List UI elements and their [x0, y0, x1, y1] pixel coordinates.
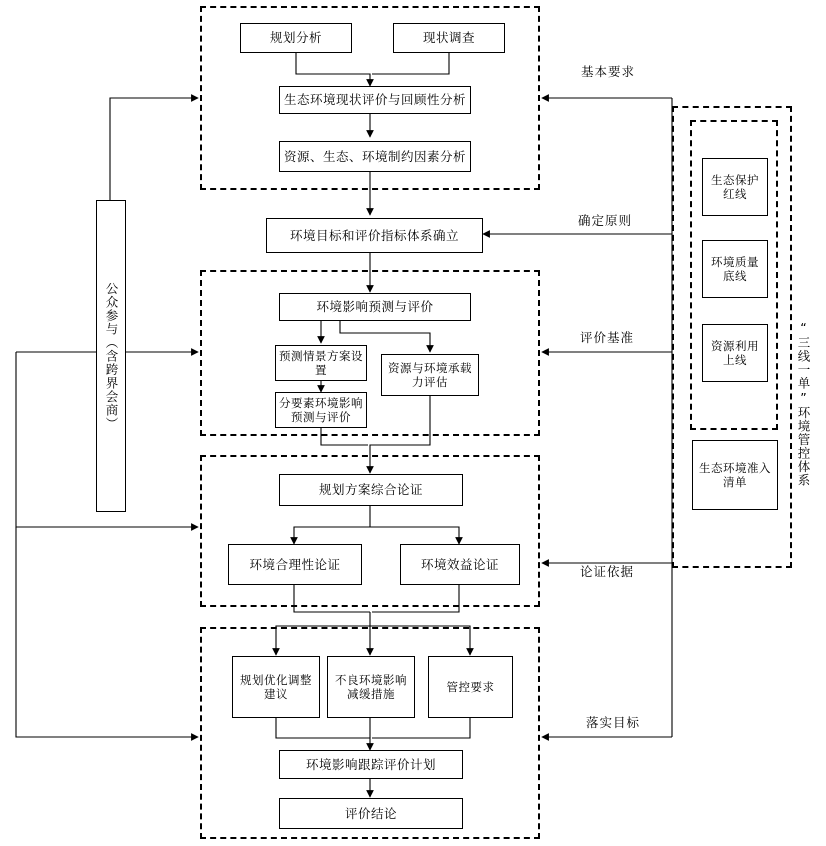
box-followup-plan[interactable]: 环境影响跟踪评价计划: [279, 750, 463, 779]
label-argument-basis: 论证依据: [580, 564, 635, 579]
label-determine-principle: 确定原则: [578, 213, 633, 228]
label-basic-requirement: 基本要求: [581, 64, 636, 79]
box-eco-status-review[interactable]: 生态环境现状评价与回顾性分析: [279, 86, 471, 114]
box-goal-index-system[interactable]: 环境目标和评价指标体系确立: [266, 218, 483, 253]
box-optimize-advice[interactable]: 规划优化调整建议: [232, 656, 320, 718]
box-carrying-capacity[interactable]: 资源与环境承载力评估: [381, 354, 479, 396]
box-factor-prediction[interactable]: 分要素环境影响预测与评价: [275, 392, 367, 428]
box-impact-prediction[interactable]: 环境影响预测与评价: [279, 293, 471, 321]
box-quality-bottomline[interactable]: 环境质量底线: [702, 240, 768, 298]
box-conclusion[interactable]: 评价结论: [279, 798, 463, 829]
box-rationality[interactable]: 环境合理性论证: [228, 544, 362, 585]
box-status-survey[interactable]: 现状调查: [393, 23, 505, 53]
box-eco-redline[interactable]: 生态保护红线: [702, 158, 768, 216]
box-mitigation[interactable]: 不良环境影响减缓措施: [327, 656, 415, 718]
box-public-participation[interactable]: 公众参与（含跨界会商）: [96, 200, 126, 512]
box-planning-analysis[interactable]: 规划分析: [240, 23, 352, 53]
box-control-requirement[interactable]: 管控要求: [428, 656, 513, 718]
box-benefit[interactable]: 环境效益论证: [400, 544, 520, 585]
label-evaluation-benchmark: 评价基准: [580, 330, 635, 345]
label-implement-goal: 落实目标: [586, 715, 641, 730]
box-resource-upperline[interactable]: 资源利用上线: [702, 324, 768, 382]
box-scenario-setting[interactable]: 预测情景方案设置: [275, 345, 367, 381]
box-plan-comprehensive[interactable]: 规划方案综合论证: [279, 474, 463, 506]
label-three-lines-one-list: “三线一单”环境管控体系: [796, 320, 811, 487]
box-access-list[interactable]: 生态环境准入清单: [692, 440, 778, 510]
box-constraint-analysis[interactable]: 资源、生态、环境制约因素分析: [279, 141, 471, 172]
